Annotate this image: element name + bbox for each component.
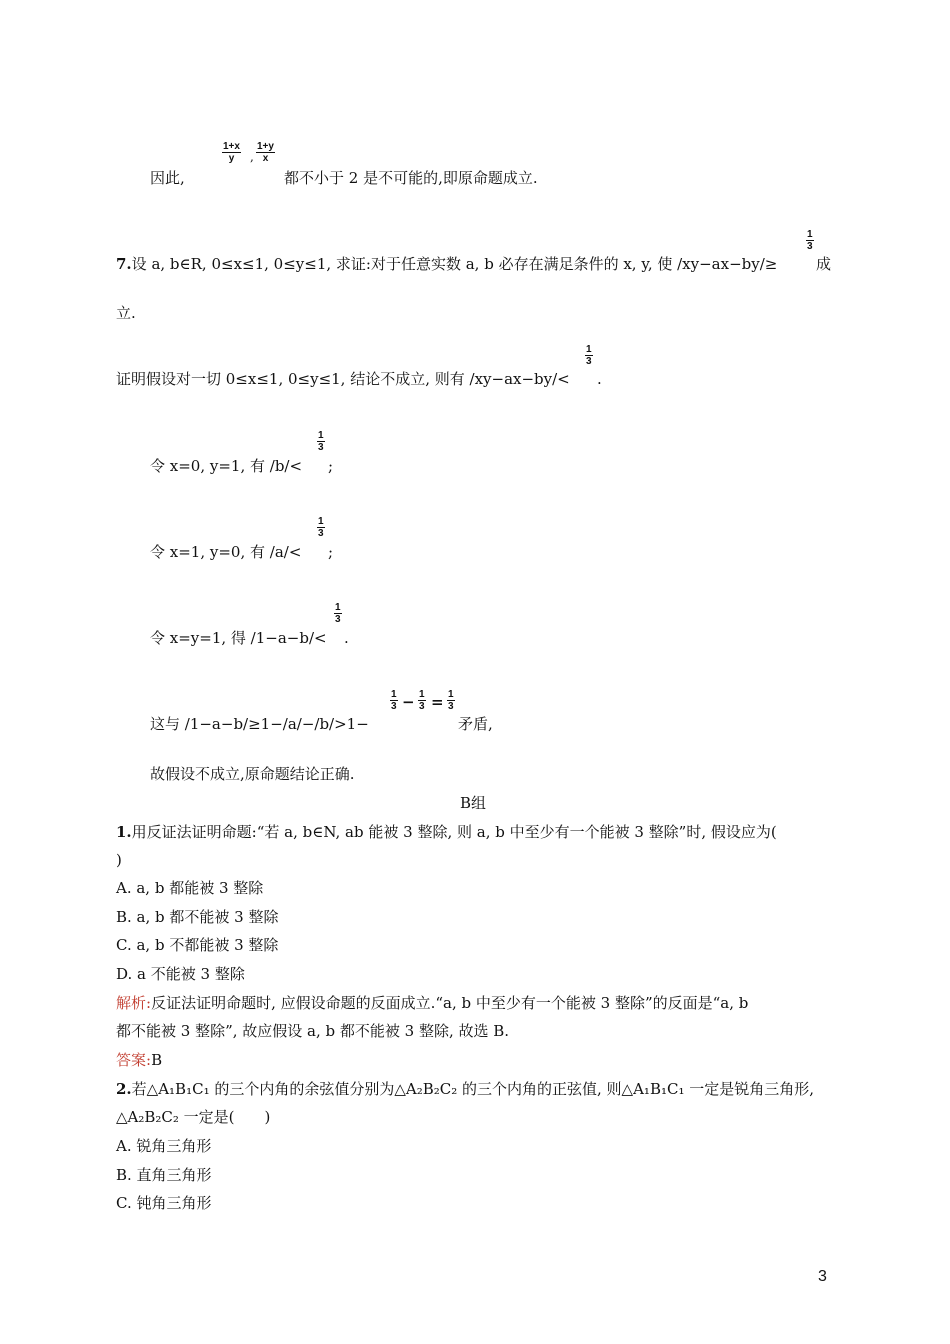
proof-line: 令 x=1, y=0, 有 /a/< bbox=[150, 543, 302, 561]
option-a: A. 锐角三角形 bbox=[116, 1137, 212, 1155]
text-line: ) bbox=[116, 851, 122, 869]
text-line: △A₂B₂C₂ 一定是( ) bbox=[116, 1108, 271, 1126]
page-number: 3 bbox=[818, 1268, 827, 1285]
text-line: 立. bbox=[116, 304, 136, 322]
question-7: 7.设 a, b∈R, 0≤x≤1, 0≤y≤1, 求证:对于任意实数 a, b 必存在满足条件的 x, y, 使 /xy−ax−by/≥ bbox=[116, 255, 778, 273]
proof-line: 证明假设对一切 0≤x≤1, 0≤y≤1, 结论不成立, 则有 /xy−ax−by/< bbox=[116, 370, 570, 388]
proof-line: 这与 /1−a−b/≥1−/a/−/b/>1− bbox=[150, 715, 369, 733]
text-line: . bbox=[597, 370, 602, 388]
proof-line: 令 x=0, y=1, 有 /b/< bbox=[150, 457, 303, 475]
fraction: $\frac{1}{3}$ bbox=[448, 689, 454, 712]
text-line: ; bbox=[328, 543, 334, 561]
fraction: $\frac{1}{3}$ bbox=[391, 689, 397, 712]
proof-line: 故假设不成立,原命题结论正确. bbox=[150, 765, 355, 783]
text-line: . bbox=[344, 629, 349, 647]
fraction-one-third: $\frac{1}{3}$ bbox=[335, 602, 341, 625]
analysis: 解析:反证法证明命题时, 应假设命题的反面成立.“a, b 中至少有一个能被 3 整除”的反面是“a, b bbox=[116, 994, 749, 1012]
fraction-one-third: $\frac{1}{3}$ bbox=[318, 516, 324, 539]
option-d: D. a 不能被 3 整除 bbox=[116, 965, 245, 983]
operator: − bbox=[402, 693, 415, 711]
option-b: B. 直角三角形 bbox=[116, 1166, 212, 1184]
option-a: A. a, b 都能被 3 整除 bbox=[116, 879, 264, 897]
text-line: ; bbox=[328, 457, 334, 475]
text-line: 矛盾, bbox=[458, 715, 493, 733]
fraction: $\frac{1}{3}$ bbox=[419, 689, 425, 712]
fraction-one-third: $\frac{1}{3}$ bbox=[807, 229, 813, 252]
fraction-one-third: $\frac{1}{3}$ bbox=[318, 430, 324, 453]
fraction: $\frac{1+y}{x}$ bbox=[257, 141, 274, 164]
fraction-one-third: $\frac{1}{3}$ bbox=[586, 344, 592, 367]
question-1: 1.用反证法证明命题:“若 a, b∈N, ab 能被 3 整除, 则 a, b 中至少有一个能被 3 整除”时, 假设应为( bbox=[116, 823, 777, 841]
fraction: $\frac{1+x}{y}$ bbox=[223, 141, 240, 164]
answer: 答案:B bbox=[116, 1051, 163, 1069]
text-line: 成 bbox=[816, 255, 832, 273]
section-title: B组 bbox=[460, 794, 487, 812]
text-line: 都不小于 2 是不可能的,即原命题成立. bbox=[284, 169, 538, 187]
operator: = bbox=[431, 693, 444, 711]
analysis-cont: 都不能被 3 整除”, 故应假设 a, b 都不能被 3 整除, 故选 B. bbox=[116, 1022, 510, 1040]
proof-line: 令 x=y=1, 得 /1−a−b/< bbox=[150, 629, 327, 647]
question-2: 2.若△A₁B₁C₁ 的三个内角的余弦值分别为△A₂B₂C₂ 的三个内角的正弦值, 则△A₁B₁C₁ 一定是锐角三角形, bbox=[116, 1080, 815, 1098]
option-b: B. a, b 都不能被 3 整除 bbox=[116, 908, 279, 926]
separator: , bbox=[250, 150, 254, 164]
text-line: 因此, bbox=[150, 169, 185, 187]
option-c: C. 钝角三角形 bbox=[116, 1194, 212, 1212]
option-c: C. a, b 不都能被 3 整除 bbox=[116, 936, 279, 954]
